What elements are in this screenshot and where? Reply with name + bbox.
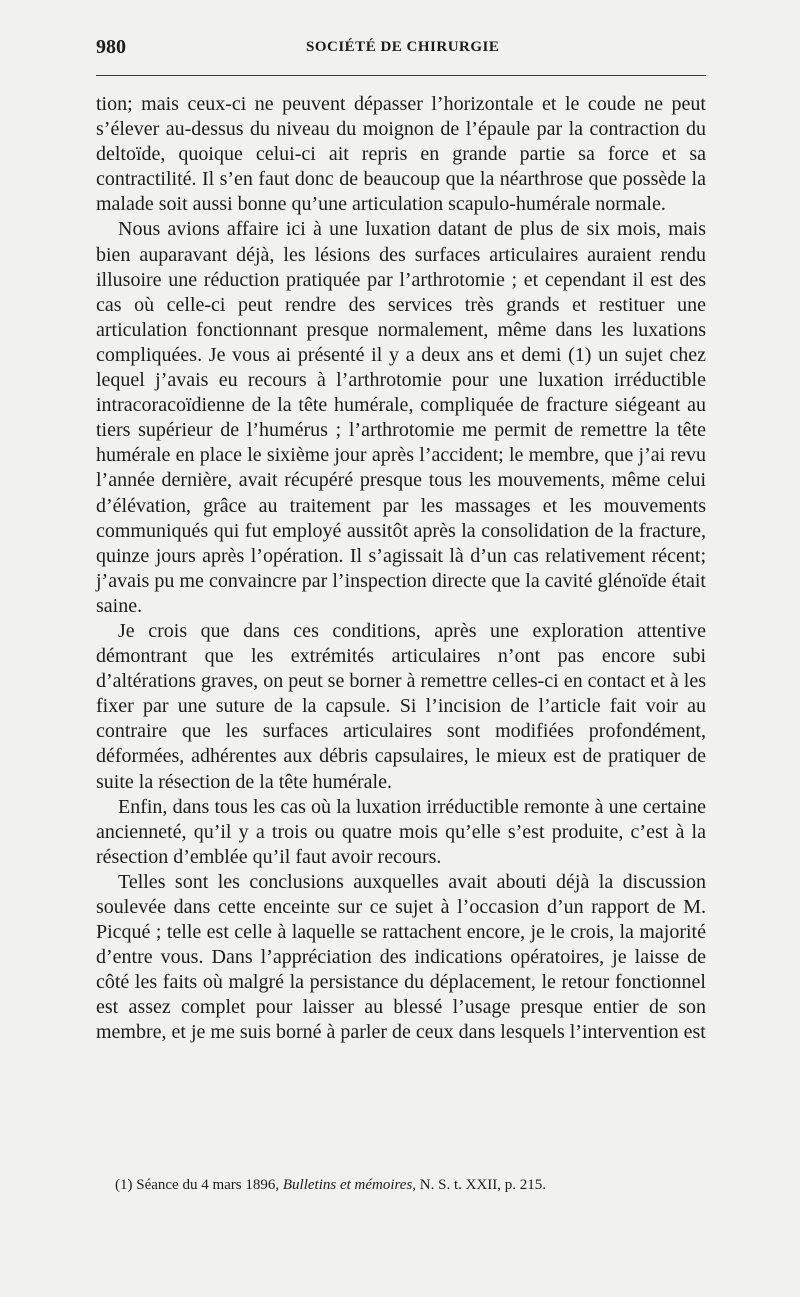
running-head: SOCIÉTÉ DE CHIRURGIE (306, 39, 500, 55)
paragraph-1: tion; mais ceux-ci ne peuvent dépasser l’horizontale et le coude ne peut s’élever au-dessus du niveau du moignon de l’épaule par la contraction du deltoïde, quoique celui-ci ait repris en grande partie sa force et sa contractilité. Il s’en faut donc de beaucoup que la néarthrose que possède la malade soit aussi bonne qu’une articulation scapulo-humérale normale. (96, 93, 706, 216)
body-text (96, 92, 706, 1046)
header-rule (96, 75, 706, 76)
page-header (96, 36, 706, 60)
footnote (115, 1175, 705, 1195)
paragraph-5: Telles sont les conclusions auxquelles avait abouti déjà la discussion soulevée dans cette enceinte sur ce sujet à l’occasion d’un rapport de M. Picqué ; telle est celle à laquelle se rattachent encore, je le crois, la majorité d’entre vous. Dans l’appréciation des indications opératoires, je laisse de côté les faits où malgré la persistance du déplacement, le retour fonctionnel est assez complet pour laisser au blessé l’usage presque entier de son membre, et je me suis borné à parler de ceux dans lesquels l’intervention est (96, 870, 706, 1044)
paragraph-4: Enfin, dans tous les cas où la luxation irréductible remonte à une certaine ancienneté, qu’il y a trois ou quatre mois qu’elle s’est produite, c’est à la résection d’emblée qu’il faut avoir recours. (96, 795, 706, 868)
footnote-marker: (1) Séance du 4 mars 1896, (115, 1177, 280, 1193)
footnote-title: Bulletins et mémoires (282, 1177, 413, 1193)
footnote-rest: , N. S. t. XXII, p. 215. (412, 1177, 547, 1193)
paragraph-2: Nous avions affaire ici à une luxation datant de plus de six mois, mais bien auparavant déjà, les lésions des surfaces articulaires auraient rendu illusoire une réduction pratiquée par l’arthrotomie ; et cependant il est des cas où celle-ci peut rendre des services très grands et restituer une articulation fonctionnant presque normalement, même dans les luxations compliquées. Je vous ai présenté il y a deux ans et demi (1) un sujet chez lequel j’avais eu recours à l’arthrotomie pour une luxation irréductible intracoracoïdienne de la tête humérale, compliquée de fracture siégeant au tiers supérieur de l’humérus ; l’arthrotomie me permit de remettre la tête humérale en place le sixième jour après l’accident; le membre, que j’ai revu l’année dernière, avait récupéré presque tous les mouvements, même celui d’élévation, grâce au traitement par les massages et les mouvements communiqués qui fut employé aussitôt après la consolidation de la fracture, quinze jours après l’opération. Il s’agissait là d’un cas relativement récent; j’avais pu me convaincre par l’inspection directe que la cavité glénoïde était saine. (96, 218, 706, 617)
page-number: 980 (96, 36, 126, 58)
paragraph-3: Je crois que dans ces conditions, après une exploration attentive démontrant que les extrémités articulaires n’ont pas encore subi d’altérations graves, on peut se borner à remettre celles-ci en contact et à les fixer par une suture de la capsule. Si l’incision de l’article fait voir au contraire que les surfaces articulaires sont modifiées profondément, déformées, adhérentes aux débris capsulaires, le mieux est de pratiquer de suite la résection de la tête humérale. (96, 619, 706, 793)
